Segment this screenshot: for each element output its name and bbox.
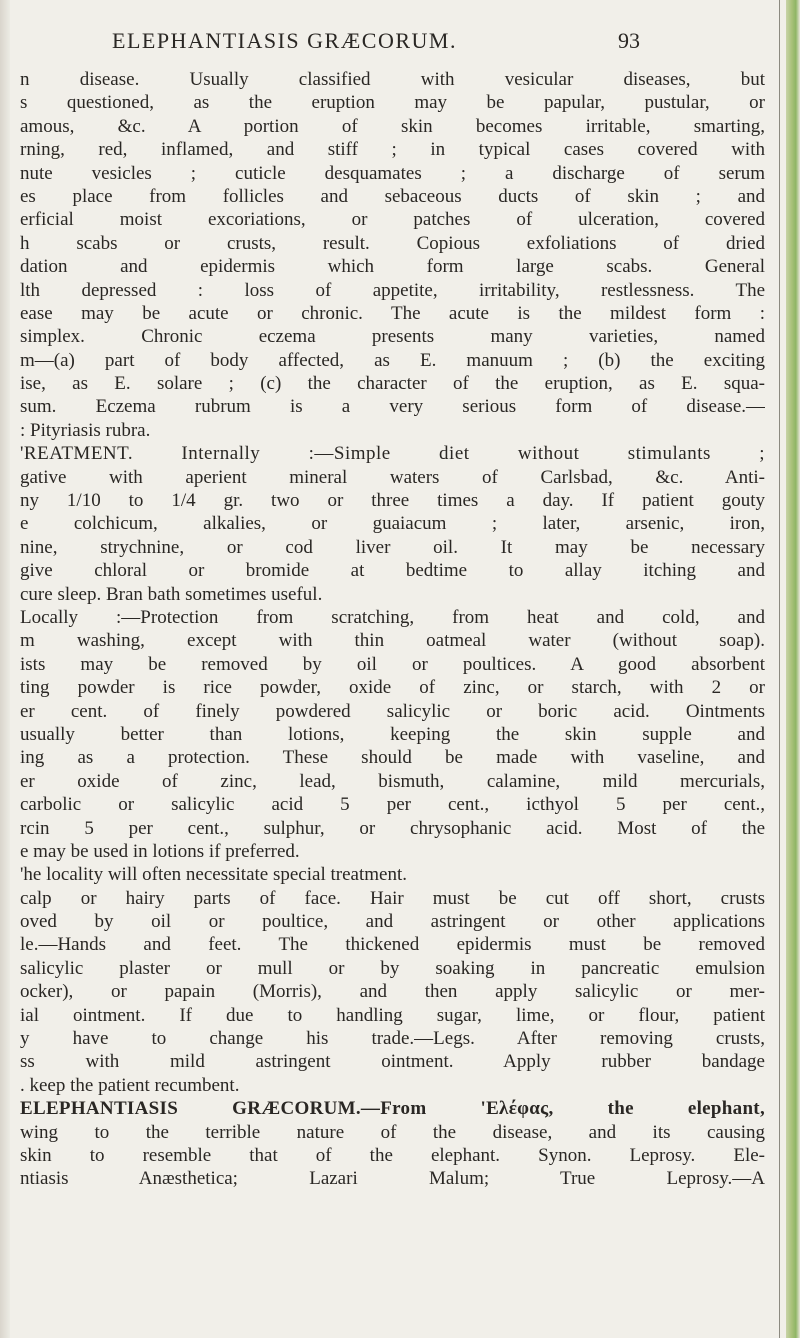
text-line: nute vesicles ; cuticle desquamates ; a discharge of serum: [20, 162, 765, 184]
section-heading-line: ELEPHANTIASIS GRÆCORUM.—From 'Ελέφας, the elephant,: [20, 1098, 765, 1120]
text-line: wing to the terrible nature of the disease, and its causing: [20, 1121, 765, 1143]
text-line: cure sleep. Bran bath sometimes useful.: [20, 583, 323, 605]
treatment-heading-line: 'REATMENT. Internally :—Simple diet without stimulants ;: [20, 443, 765, 465]
text-line: carbolic or salicylic acid 5 per cent., icthyol 5 per cent.,: [20, 794, 765, 816]
text-line: erficial moist excoriations, or patches of ulceration, covered: [20, 209, 765, 231]
page-number: 93: [618, 28, 640, 53]
text-line: give chloral or bromide at bedtime to allay itching and: [20, 560, 765, 582]
text-line: h scabs or crusts, result. Copious exfoliations of dried: [20, 232, 765, 254]
text-line: es place from follicles and sebaceous ducts of skin ; and: [20, 185, 765, 207]
text-line: lth depressed : loss of appetite, irritability, restlessness. The: [20, 279, 765, 301]
page-body: [20, 68, 765, 1191]
text-line: n disease. Usually classified with vesicular diseases, but: [20, 69, 765, 90]
text-line: sum. Eczema rubrum is a very serious form of disease.—: [20, 396, 765, 418]
page-gutter: [0, 0, 10, 1338]
text-line: . keep the patient recumbent.: [20, 1074, 240, 1096]
text-line: ntiasis Anæsthetica; Lazari Malum; True Leprosy.—A: [20, 1168, 765, 1190]
text-line: dation and epidermis which form large scabs. General: [20, 256, 765, 278]
text-line: le.—Hands and feet. The thickened epidermis must be removed: [20, 934, 765, 956]
text-line: e may be used in lotions if preferred.: [20, 840, 300, 862]
running-head: ELEPHANTIASIS GRÆCORUM.: [112, 28, 457, 53]
text-line: nine, strychnine, or cod liver oil. It may be necessary: [20, 536, 765, 558]
text-line: skin to resemble that of the elephant. Synon. Leprosy. Ele-: [20, 1144, 765, 1166]
text-line: rcin 5 per cent., sulphur, or chrysophanic acid. Most of the: [20, 817, 765, 839]
text-line: salicylic plaster or mull or by soaking in pancreatic emulsion: [20, 957, 765, 979]
text-line: amous, &c. A portion of skin becomes irritable, smarting,: [20, 115, 765, 137]
text-line: e colchicum, alkalies, or guaiacum ; later, arsenic, iron,: [20, 513, 765, 535]
text-line: m—(a) part of body affected, as E. manuum ; (b) the exciting: [20, 349, 765, 371]
text-line: ists may be removed by oil or poultices. A good absorbent: [20, 653, 765, 675]
text-line: er oxide of zinc, lead, bismuth, calamine, mild mercurials,: [20, 770, 765, 792]
text-line: gative with aperient mineral waters of Carlsbad, &c. Anti-: [20, 466, 765, 488]
text-line: : Pityriasis rubra.: [20, 419, 151, 441]
text-line: m washing, except with thin oatmeal water (without soap).: [20, 630, 765, 652]
text-line: er cent. of finely powdered salicylic or boric acid. Ointments: [20, 700, 765, 722]
text-line: ial ointment. If due to handling sugar, lime, or flour, patient: [20, 1004, 765, 1026]
text-line: oved by oil or poultice, and astringent or other applications: [20, 911, 765, 933]
text-line: ease may be acute or chronic. The acute is the mildest form :: [20, 302, 765, 324]
text-line: 'he locality will often necessitate special treatment.: [20, 864, 407, 886]
text-line: ss with mild astringent ointment. Apply rubber bandage: [20, 1051, 765, 1073]
text-line: calp or hairy parts of face. Hair must be cut off short, crusts: [20, 887, 765, 909]
text-line: ing as a protection. These should be made with vaseline, and: [20, 747, 765, 769]
text-line: ny 1/10 to 1/4 gr. two or three times a day. If patient gouty: [20, 490, 765, 512]
text-line: y have to change his trade.—Legs. After removing crusts,: [20, 1028, 765, 1050]
text-line: ting powder is rice powder, oxide of zinc, or starch, with 2 or: [20, 677, 765, 699]
text-line: s questioned, as the eruption may be papular, pustular, or: [20, 92, 765, 114]
text-line: simplex. Chronic eczema presents many varieties, named: [20, 326, 765, 348]
book-spine-edge: [786, 0, 800, 1338]
text-line: Locally :—Protection from scratching, from heat and cold, and: [20, 606, 765, 628]
text-line: rning, red, inflamed, and stiff ; in typical cases covered with: [20, 139, 765, 161]
text-line: usually better than lotions, keeping the skin supple and: [20, 723, 765, 745]
text-line: ise, as E. solare ; (c) the character of the eruption, as E. squa-: [20, 373, 765, 395]
text-line: ocker), or papain (Morris), and then apply salicylic or mer-: [20, 981, 765, 1003]
spine-edge-line: [779, 0, 780, 1338]
page-header: [0, 28, 770, 58]
